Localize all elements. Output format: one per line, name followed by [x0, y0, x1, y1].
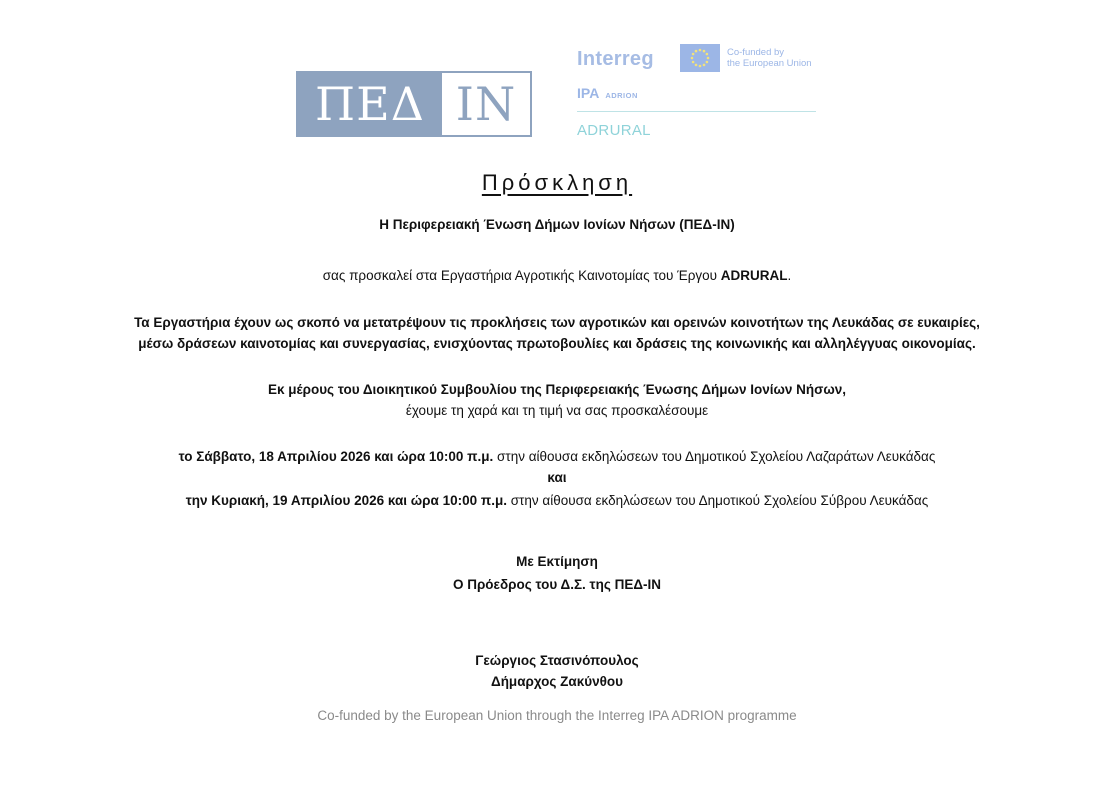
ipa-adrion-label: [577, 85, 638, 101]
footer-cofunded: Co-funded by the European Union through the Interreg IPA ADRION programme: [317, 708, 797, 723]
project-name: ADRURAL: [720, 268, 788, 283]
adrural-project-label: ADRURAL: [577, 122, 651, 139]
ipa-text: IPA: [577, 85, 600, 101]
interreg-logo-text: Interreg: [577, 48, 654, 70]
closing-role: Ο Πρόεδρος του Δ.Σ. της ΠΕΔ-ΙΝ: [452, 577, 662, 592]
signature-name: Γεώργιος Στασινόπουλος: [475, 653, 639, 668]
closing-regards: Με Εκτίμηση: [516, 554, 598, 569]
eu-label-line2: the European Union: [727, 58, 812, 69]
pedin-logo-left: ΠΕΔ: [298, 73, 442, 135]
adrion-text: ADRION: [605, 91, 638, 100]
behalf-line-2: έχουμε τη χαρά και τη τιμή να σας προσκαλέσουμε: [405, 403, 709, 418]
pedin-logo-right: ΙΝ: [442, 73, 530, 135]
event-saturday-venue: στην αίθουσα εκδηλώσεων του Δημοτικού Σχολείου Λαζαράτων Λευκάδας: [493, 449, 936, 464]
event-sunday: [0, 492, 1114, 510]
eu-flag-icon: [680, 44, 720, 72]
eu-cofunded-label: [727, 47, 812, 69]
logo-divider: [577, 111, 816, 112]
signature-title: Δήμαρχος Ζακύνθου: [490, 674, 623, 689]
behalf-line-1: Εκ μέρους του Διοικητικού Συμβουλίου της Περιφερειακής Ένωσης Δήμων Ιονίων Νήσων,: [267, 382, 847, 397]
event-saturday-date: το Σάββατο, 18 Απριλίου 2026 και ώρα 10:00 π.μ.: [178, 449, 494, 464]
invitation-text: σας προσκαλεί στα Εργαστήρια Αγροτικής Καινοτομίας του Έργου: [322, 268, 721, 283]
pedin-logo: [296, 71, 532, 137]
eu-label-line1: Co-funded by: [727, 47, 785, 58]
invitation-line: [0, 267, 1114, 285]
purpose-line-1: Τα Εργαστήρια έχουν ως σκοπό να μετατρέψουν τις προκλήσεις των αγροτικών και ορεινών κοινοτήτων της Λευκάδας σε ευκαιρίες,: [134, 315, 980, 330]
page-title: Πρόσκληση: [481, 170, 633, 195]
event-saturday: [0, 448, 1114, 466]
organization-line: Η Περιφερειακή Ένωση Δήμων Ιονίων Νήσων (ΠΕΔ-ΙΝ): [379, 217, 735, 232]
invitation-end: .: [787, 268, 792, 283]
purpose-line-2: μέσω δράσεων καινοτομίας και συνεργασίας, ενισχύοντας πρωτοβουλίες και δράσεις της κοινωνικής και αλληλέγγυας οικονομίας.: [138, 336, 976, 351]
event-and: και: [547, 470, 567, 485]
event-sunday-date: την Κυριακή, 19 Απριλίου 2026 και ώρα 10:00 π.μ.: [185, 493, 507, 508]
event-sunday-venue: στην αίθουσα εκδηλώσεων του Δημοτικού Σχολείου Σύβρου Λευκάδας: [506, 493, 929, 508]
